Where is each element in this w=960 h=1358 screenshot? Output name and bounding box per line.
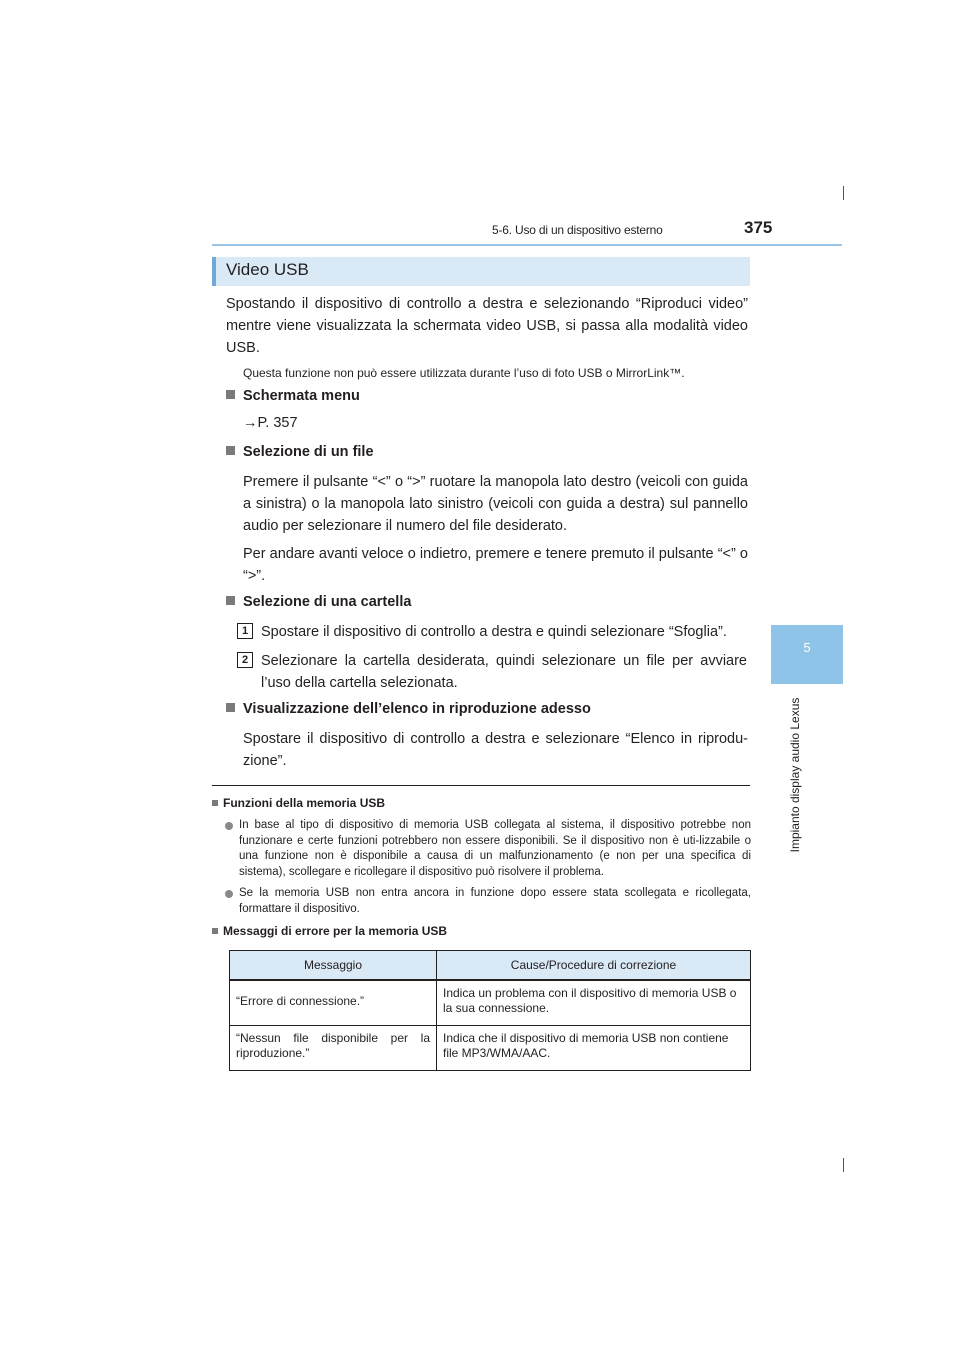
heading-now-playing [226, 701, 591, 717]
usb-functions-bullet-1 [225, 818, 751, 880]
page-number: 375 [744, 218, 773, 237]
running-header-section: 5-6. Uso di un dispositivo esterno [492, 223, 663, 237]
heading-menu-screen [226, 388, 360, 404]
square-bullet-icon [212, 800, 218, 806]
header-rule [212, 244, 842, 246]
now-playing-paragraph: Spostare il dispositivo di controllo a destra e selezionare “Elenco in riprodu-zione”. [243, 731, 748, 769]
column-header-cause: Cause/Procedure di correzione [437, 951, 751, 981]
table-cell-message: “Errore di connessione.” [230, 980, 437, 1026]
page-reference-link[interactable]: →P. 357 [243, 415, 298, 431]
column-header-message: Messaggio [230, 951, 437, 981]
file-select-paragraph-2: Per andare avanti veloce o indietro, premere e tenere premuto il pulsante “<” o “>”. [243, 546, 748, 584]
step-number-1: 1 [237, 623, 253, 639]
usb-functions-bullet-2 [225, 886, 751, 917]
chapter-side-label-text: Impianto display audio Lexus [788, 697, 802, 853]
heading-now-playing-label: Visualizzazione dell’elenco in riproduzione adesso [243, 701, 591, 717]
square-bullet-icon [226, 703, 235, 712]
step-1-text: Spostare il dispositivo di controllo a destra e quindi selezionare “Sfoglia”. [261, 624, 727, 640]
table-cell-message: “Nessun file disponibile per la riproduzione.” [230, 1026, 437, 1071]
chapter-tab: 5 [771, 625, 843, 684]
table-row [230, 980, 751, 1026]
error-messages-table [229, 950, 751, 1071]
step-2-text: Selezionare la cartella desiderata, quindi selezionare un file per avviare l’uso della cartella selezionata. [261, 653, 747, 691]
square-bullet-icon [226, 390, 235, 399]
table-cell-cause: Indica un problema con il dispositivo di memoria USB o la sua connessione. [437, 980, 751, 1026]
section-title: Video USB [226, 260, 309, 279]
bullet-text: Se la memoria USB non entra ancora in funzione dopo essere stata scollegata e ricollegata, formattare il dispositivo. [239, 887, 751, 915]
heading-folder-select [226, 594, 411, 610]
square-bullet-icon [226, 446, 235, 455]
bullet-text: In base al tipo di dispositivo di memoria USB collegata al sistema, il dispositivo potrebbe non funzionare e certe funzioni potrebbero non essere disponibili. Se il dispositivo non è uti-lizzabile o una funzione non è disponibile a causa di un malfunzionamento (e non per una specifica di sistema), scollegare e ricollegare il dispositivo può risolvere il problema. [239, 819, 751, 878]
square-bullet-icon [212, 928, 218, 934]
table-cell-cause: Indica che il dispositivo di memoria USB non contiene file MP3/WMA/AAC. [437, 1026, 751, 1071]
heading-file-select [226, 444, 374, 460]
heading-error-messages-label: Messaggi di errore per la memoria USB [223, 924, 448, 938]
file-select-paragraph-1: Premere il pulsante “<” o “>” ruotare la manopola lato destro (veicoli con guida a sinistra) o la manopola lato sinistro (veicoli con guida a destra) sul pannello audio per selezionare il numero del file desiderato. [243, 474, 748, 534]
round-bullet-icon [225, 890, 233, 898]
crop-mark-top [843, 186, 844, 200]
heading-error-messages [212, 924, 447, 938]
section-title-bar [212, 257, 750, 286]
heading-usb-functions [212, 796, 385, 810]
chapter-side-label [786, 690, 802, 860]
step-number-2: 2 [237, 652, 253, 668]
square-bullet-icon [226, 596, 235, 605]
intro-note: Questa funzione non può essere utilizzata durante l’uso di foto USB o MirrorLink™. [243, 366, 685, 380]
heading-file-select-label: Selezione di un file [243, 444, 374, 460]
round-bullet-icon [225, 822, 233, 830]
crop-mark-bottom [843, 1158, 844, 1172]
heading-menu-screen-label: Schermata menu [243, 388, 360, 404]
table-row [230, 1026, 751, 1071]
table-header-row [230, 951, 751, 981]
notes-divider [212, 785, 750, 786]
intro-paragraph: Spostando il dispositivo di controllo a destra e selezionando “Riproduci video” mentre viene visualizzata la schermata video USB, si passa alla modalità video USB. [226, 296, 748, 356]
heading-usb-functions-label: Funzioni della memoria USB [223, 796, 386, 810]
heading-folder-select-label: Selezione di una cartella [243, 594, 412, 610]
